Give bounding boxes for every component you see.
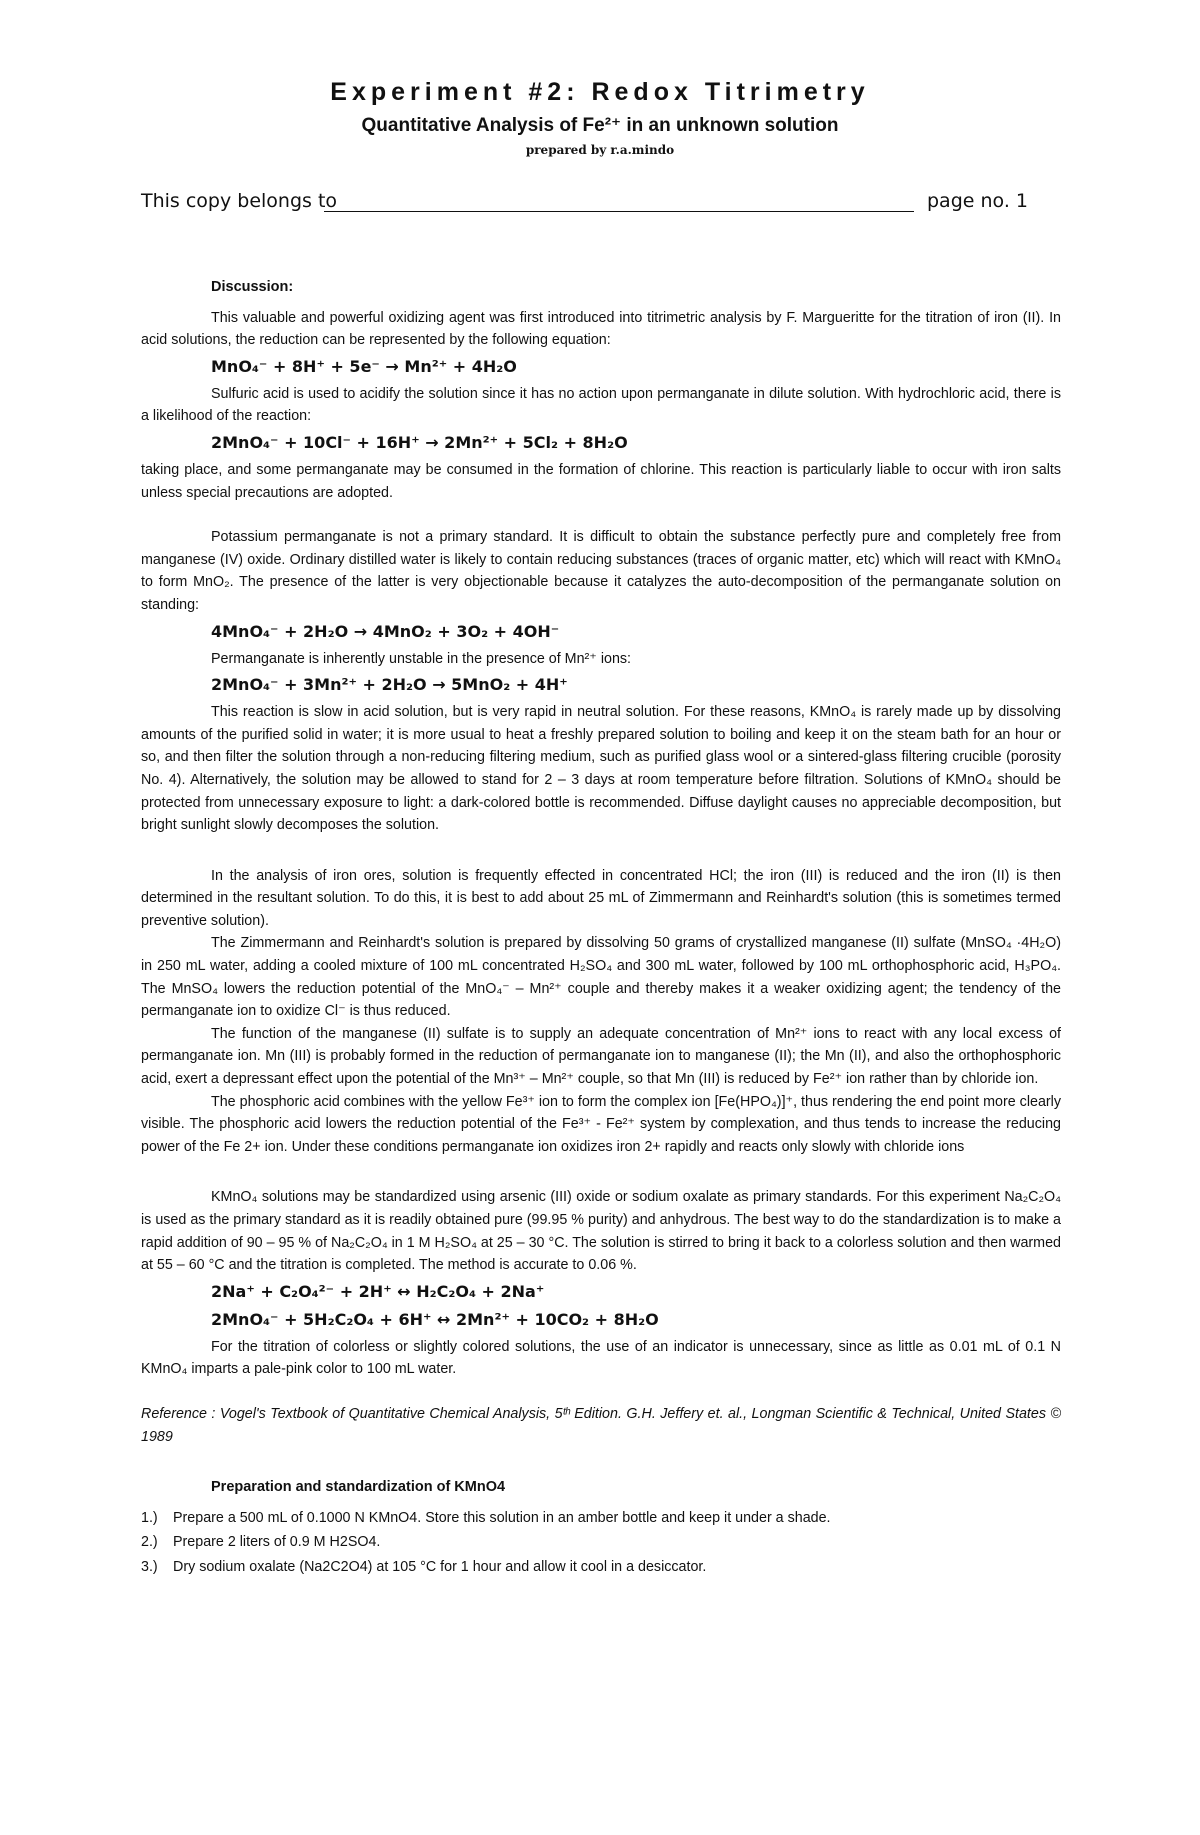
preparation-steps xyxy=(141,1507,1061,1579)
discussion-section xyxy=(141,276,1061,1581)
list-item: 3.) Dry sodium oxalate (Na2C2O4) at 105 °C for 1 hour and allow it cool in a desiccator. xyxy=(141,1558,707,1575)
ownership-line xyxy=(141,190,1061,218)
list-item: 2.) Prepare 2 liters of 0.9 M H2SO4. xyxy=(141,1534,381,1551)
discussion-paragraph-3: taking place, and some permanganate may be consumed in the formation of chlorine. This reaction is particularly liable to occur with iron salts unless special precautions are adopted. xyxy=(141,461,1061,501)
discussion-paragraph-4: Potassium permanganate is not a primary standard. It is difficult to obtain the substance perfectly pure and completely free from manganese (IV) oxide. Ordinary distilled water is likely to contain reducing substances (traces of organic matter, etc) which will react with KMnO₄ to form MnO₂. The presence of the latter is very objectionable because it catalyzes the auto-decomposition of the permanganate solution on standing: xyxy=(141,529,1061,613)
page-subtitle: Quantitative Analysis of Fe²⁺ in an unknown solution xyxy=(361,115,839,136)
list-item: 1.) Prepare a 500 mL of 0.1000 N KMnO4. Store this solution in an amber bottle and keep it under a shade. xyxy=(141,1509,831,1526)
discussion-paragraph-5: Permanganate is inherently unstable in the presence of Mn²⁺ ions: xyxy=(211,650,632,667)
page-title: Experiment #2: Redox Titrimetry xyxy=(330,78,870,106)
page-number: page no. 1 xyxy=(927,190,1028,212)
discussion-paragraph-2: Sulfuric acid is used to acidify the solution since it has no action upon permanganate in dilute solution. With hydrochloric acid, there is a likelihood of the reaction: xyxy=(141,385,1061,425)
equation-4: 2MnO₄⁻ + 3Mn²⁺ + 2H₂O → 5MnO₂ + 4H⁺ xyxy=(211,675,568,695)
equation-2: 2MnO₄⁻ + 10Cl⁻ + 16H⁺ → 2Mn²⁺ + 5Cl₂ + 8H₂O xyxy=(211,432,628,452)
equation-6: 2MnO₄⁻ + 5H₂C₂O₄ + 6H⁺ ↔ 2Mn²⁺ + 10CO₂ + 8H₂O xyxy=(211,1309,659,1329)
preparation-heading: Preparation and standardization of KMnO4 xyxy=(211,1479,506,1496)
equation-3: 4MnO₄⁻ + 2H₂O → 4MnO₂ + 3O₂ + 4OH⁻ xyxy=(211,621,560,641)
discussion-paragraph-1: This valuable and powerful oxidizing agent was first introduced into titrimetric analysis by F. Margueritte for the titration of iron (II). In acid solutions, the reduction can be represented by the following equation: xyxy=(141,309,1061,349)
reference-citation: Reference : Vogel's Textbook of Quantitative Chemical Analysis, 5ᵗʰ Edition. G.H. Jeffery et. al., Longman Scientific & Technical, United States © 1989 xyxy=(141,1405,1061,1445)
discussion-paragraph-10: The phosphoric acid combines with the yellow Fe³⁺ ion to form the complex ion [Fe(HPO₄)]⁺, thus rendering the end point more clearly visible. The phosphoric acid lowers the reduction potential of the Fe³⁺ - Fe²⁺ system by complexation, and thus tends to increase the reducing power of the Fe 2+ ion. Under these conditions permanganate ion oxidizes iron 2+ rapidly and reacts only slowly with chloride ions xyxy=(141,1093,1061,1155)
discussion-paragraph-9: The function of the manganese (II) sulfate is to supply an adequate concentration of Mn²⁺ ions to react with any local excess of permanganate ion. Mn (III) is probably formed in the reduction of permanganate ion to manganese (II); the Mn (II), and also the orthophosphoric acid, exert a depressant effect upon the potential of the Mn³⁺ – Mn²⁺ couple, so that Mn (III) is reduced by Fe²⁺ ion rather than by chloride ion. xyxy=(141,1025,1061,1088)
ownership-label: This copy belongs to xyxy=(141,190,338,212)
discussion-heading: Discussion: xyxy=(211,279,294,295)
discussion-paragraph-7: In the analysis of iron ores, solution is frequently effected in concentrated HCl; the iron (III) is reduced and the iron (II) is then determined in the resultant solution. To do this, it is best to add about 25 mL of Zimmermann and Reinhardt's solution (this is sometimes termed preventive solution). xyxy=(141,867,1061,929)
equation-5: 2Na⁺ + C₂O₄²⁻ + 2H⁺ ↔ H₂C₂O₄ + 2Na⁺ xyxy=(211,1281,545,1301)
ownership-blank-line xyxy=(324,211,914,212)
discussion-paragraph-8: The Zimmermann and Reinhardt's solution is prepared by dissolving 50 grams of crystallized manganese (II) sulfate (MnSO₄ ·4H₂O) in 250 mL water, adding a cooled mixture of 100 mL concentrated H₂SO₄ and 300 mL water, followed by 100 mL orthophosphoric acid, H₃PO₄. The MnSO₄ lowers the reduction potential of the MnO₄⁻ – Mn²⁺ couple and thereby makes it a weaker oxidizing agent; the tendency of the permanganate ion to oxidize Cl⁻ is thus reduced. xyxy=(141,935,1061,1020)
discussion-paragraph-6: This reaction is slow in acid solution, but is very rapid in neutral solution. For these reasons, KMnO₄ is rarely made up by dissolving amounts of the purified solid in water; it is more usual to heat a freshly prepared solution to boiling and keep it on the steam bath for an hour or so, and then filter the solution through a non-reducing filtering medium, such as purified glass wool or a sintered-glass filtering crucible (porosity No. 4). Alternatively, the solution may be allowed to stand for 2 – 3 days at room temperature before filtration. Solutions of KMnO₄ should be protected from unnecessary exposure to light: a dark-colored bottle is recommended. Diffuse daylight causes no appreciable decomposition, but bright sunlight slowly decomposes the solution. xyxy=(141,704,1061,834)
prepared-by: prepared by r.a.mindo xyxy=(525,143,675,157)
discussion-paragraph-11: KMnO₄ solutions may be standardized using arsenic (III) oxide or sodium oxalate as primary standards. For this experiment Na₂C₂O₄ is used as the primary standard as it is readily obtained pure (99.95 % purity) and anhydrous. The best way to do the standardization is to make a rapid addition of 90 – 95 % of Na₂C₂O₄ in 1 M H₂SO₄ at 25 – 30 °C. The solution is stirred to bring it back to a colorless solution and then warmed at 55 – 60 °C and the titration is completed. The method is accurate to 0.06 %. xyxy=(141,1189,1061,1274)
equation-1: MnO₄⁻ + 8H⁺ + 5e⁻ → Mn²⁺ + 4H₂O xyxy=(211,356,517,376)
discussion-paragraph-12: For the titration of colorless or slightly colored solutions, the use of an indicator is unnecessary, since as little as 0.01 mL of 0.1 N KMnO₄ imparts a pale-pink color to 100 mL water. xyxy=(141,1338,1061,1378)
